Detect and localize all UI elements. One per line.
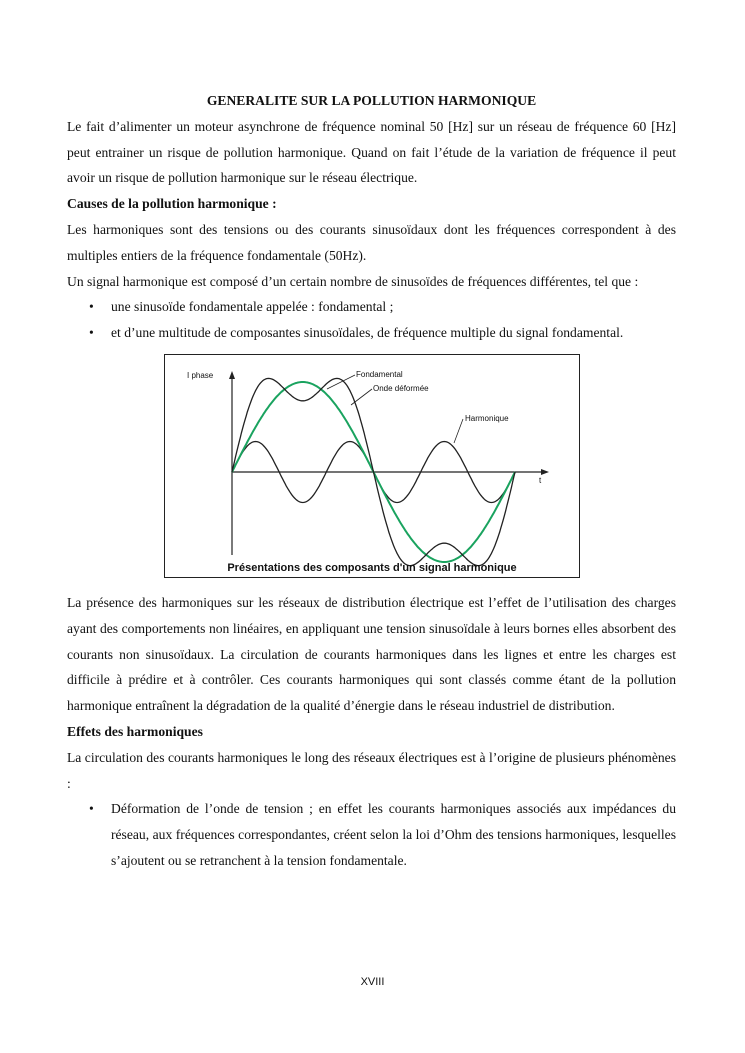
distorted-wave-pointer <box>351 389 372 405</box>
effects-bullet-list <box>67 796 676 873</box>
y-axis-label: I phase <box>187 370 214 380</box>
section-heading-causes: Causes de la pollution harmonique : <box>67 196 277 212</box>
fundamental-pointer <box>327 375 355 389</box>
list-item-text: une sinusoïde fondamentale appelée : fondamental ; <box>111 299 394 315</box>
intro-paragraph: Le fait d’alimenter un moteur asynchrone de fréquence nominal 50 [Hz] sur un réseau de fréquence 60 [Hz] peut entrainer un risque de pollution harmonique. Quand on fait l’étude de la variation de fréquence il peut avoir un risque de pollution harmonique sur le réseau électrique. <box>67 118 676 186</box>
list-item <box>67 796 676 873</box>
harmonic-pointer <box>454 419 463 443</box>
list-item-text: et d’une multitude de composantes sinusoïdales, de fréquence multiple du signal fondamental. <box>111 325 624 341</box>
figure-caption: Présentations des composants d'un signal harmonique <box>227 561 517 574</box>
causes-paragraph-1: Les harmoniques sont des tensions ou des courants sinusoïdaux dont les fréquences correspondent à des multiples entiers de la fréquence fondamentale (50Hz). <box>67 221 676 263</box>
x-axis-label: t <box>539 475 542 485</box>
bullet-icon: • <box>89 299 94 315</box>
list-item <box>67 294 676 320</box>
bullet-icon: • <box>89 325 94 341</box>
y-axis-arrow-icon <box>229 371 235 379</box>
distorted-wave-label: Onde déformée <box>373 383 429 393</box>
harmonic-signal-figure <box>164 354 580 578</box>
bullet-icon: • <box>89 801 94 817</box>
x-axis-arrow-icon <box>541 469 549 475</box>
page-number: XVIII <box>360 976 385 988</box>
list-item <box>67 320 676 346</box>
causes-bullet-list <box>67 294 676 346</box>
waveform-diagram <box>165 355 579 577</box>
harmonic-label: Harmonique <box>465 413 509 423</box>
causes-paragraph-2: Un signal harmonique est composé d’un certain nombre de sinusoïdes de fréquences différentes, tel que : <box>67 273 639 289</box>
effects-paragraph-1: La circulation des courants harmoniques le long des réseaux électriques est à l’origine de plusieurs phénomènes : <box>67 749 676 791</box>
page-content <box>67 88 676 874</box>
section-heading-effects: Effets des harmoniques <box>67 723 203 739</box>
fundamental-label: Fondamental <box>356 369 403 379</box>
harmonics-presence-paragraph: La présence des harmoniques sur les réseaux de distribution électrique est l’effet de l’utilisation des charges ayant des comportements non linéaires, en appliquant une tension sinusoïdale à leurs bornes elles absorbent des courants non sinusoïdaux. La circulation de courants harmoniques dans les lignes et entre les charges est difficile à prédire et à contrôler. Ces courants harmoniques qui sont classés comme étant de la pollution harmonique entraînent la dégradation de la qualité d’énergie dans le réseau industriel de distribution. <box>67 594 676 714</box>
page-title: GENERALITE SUR LA POLLUTION HARMONIQUE <box>206 93 537 108</box>
list-item-text: Déformation de l’onde de tension ; en effet les courants harmoniques associés aux impédances du réseau, aux fréquences correspondantes, créent selon la loi d’Ohm des tensions harmoniques, lesquelles s’ajoutent ou se retranchent à la tension fondamentale. <box>111 801 676 868</box>
